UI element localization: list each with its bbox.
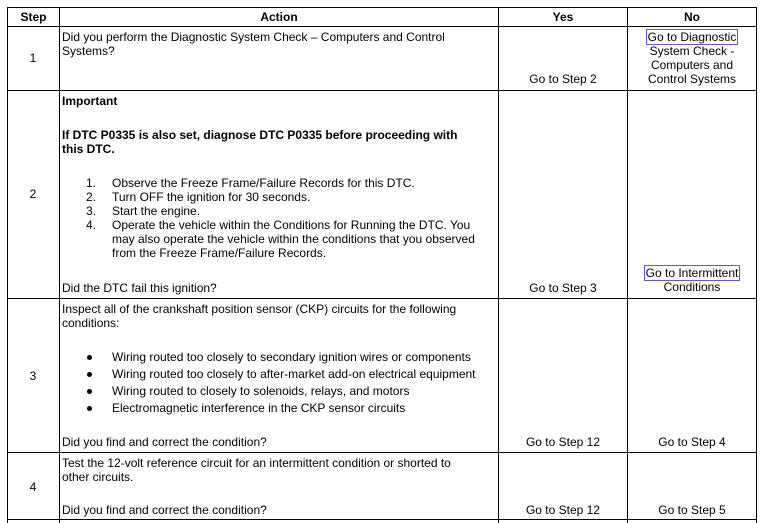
action-text: Inspect all of the crankshaft position sensor (CKP) circuits for the following conditions:: [62, 302, 457, 330]
bullet-list: [62, 349, 476, 417]
no-result: Go to Step 5: [658, 503, 726, 517]
no-result: Go to Step 4: [658, 435, 726, 449]
numbered-list: [62, 176, 475, 260]
yes-result: Go to Step 3: [529, 281, 597, 295]
list-item: 1. Observe the Freeze Frame/Failure Records for this DTC.: [86, 176, 415, 190]
step-number: 3: [29, 369, 37, 383]
step-number: 4: [29, 480, 37, 494]
header-action: Action: [260, 10, 298, 24]
warning-text: If DTC P0335 is also set, diagnose DTC P0335 before proceeding with this DTC.: [62, 128, 458, 156]
grid-line: [7, 452, 757, 453]
step-number: 1: [29, 51, 37, 65]
grid-line: [756, 7, 757, 523]
list-item: Wiring routed to closely to solenoids, relays, and motors: [62, 383, 476, 400]
list-item: Wiring routed too closely to secondary ignition wires or components: [62, 349, 476, 366]
important-label: Important: [62, 94, 118, 108]
header-yes: Yes: [552, 10, 574, 24]
yes-result: Go to Step 12: [525, 435, 601, 449]
header-no: No: [684, 10, 700, 24]
list-item: 4. Operate the vehicle within the Conditions for Running the DTC. You may also operate the vehicle within the conditions that you observed from the Freeze Frame/Failure Records.: [86, 218, 475, 260]
question-text: Did you find and correct the condition?: [62, 503, 267, 517]
list-item: Wiring routed too closely to after-market add-on electrical equipment: [62, 366, 476, 383]
question-text: Did you find and correct the condition?: [62, 435, 267, 449]
diagnostic-system-check-link[interactable]: Go to Diagnostic System Check - Computers and Control Systems: [647, 30, 737, 86]
step-number: 2: [29, 187, 37, 201]
grid-line: [7, 298, 757, 299]
list-item: 3. Start the engine.: [86, 204, 201, 218]
grid-line: [59, 7, 60, 523]
list-item: 2. Turn OFF the ignition for 30 seconds.: [86, 190, 311, 204]
grid-line: [7, 7, 8, 523]
list-item: Electromagnetic interference in the CKP sensor circuits: [62, 400, 476, 417]
action-text: Did you perform the Diagnostic System Check – Computers and Control Systems?: [62, 30, 445, 58]
intermittent-conditions-link[interactable]: Go to Intermittent Conditions: [645, 266, 739, 294]
yes-result: Go to Step 2: [529, 72, 597, 86]
grid-line: [7, 519, 757, 520]
question-text: Did the DTC fail this ignition?: [62, 281, 217, 295]
grid-line: [7, 90, 757, 91]
grid-line: [7, 26, 757, 27]
action-text: Test the 12-volt reference circuit for an intermittent condition or shorted to other circuits.: [62, 456, 451, 484]
header-step: Step: [20, 10, 47, 24]
yes-result: Go to Step 12: [525, 503, 601, 517]
